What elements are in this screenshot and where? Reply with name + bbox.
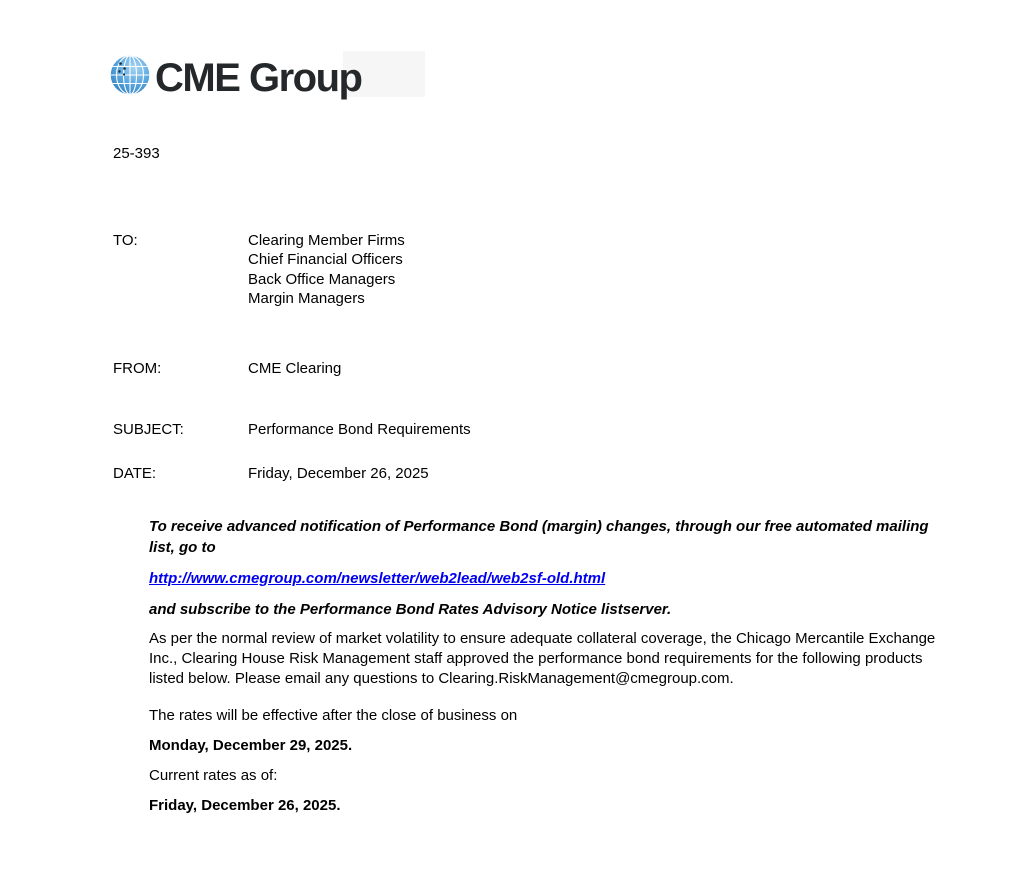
memo-value: Friday, December 26, 2025 (248, 465, 429, 482)
advisory-intro-paragraph: To receive advanced notification of Performance Bond (margin) changes, through our free automated mailing list, go to (149, 518, 929, 556)
memo-label-subject: SUBJECT: (113, 421, 184, 438)
memo-value: Back Office Managers (248, 270, 396, 288)
memo-row-date (113, 464, 429, 483)
memo-row-from (113, 359, 341, 378)
memo-label-to: TO: (113, 232, 138, 249)
memo-values-to (248, 231, 405, 308)
memo-label-date: DATE: (113, 465, 157, 482)
notice-number: 25-393 (113, 145, 160, 162)
memo-value: Chief Financial Officers (248, 251, 403, 269)
memo-row-to (113, 231, 405, 308)
effective-intro-line: The rates will be effective after the close of business on (149, 707, 518, 724)
memo-row-subject (113, 420, 471, 439)
memo-label-from: FROM: (113, 360, 162, 377)
memo-value: CME Clearing (248, 360, 342, 377)
current-rates-date-line: Friday, December 26, 2025. (149, 797, 341, 814)
globe-icon (110, 54, 150, 101)
advisory-outro-paragraph: and subscribe to the Performance Bond Rates Advisory Notice listserver. (149, 601, 672, 618)
memo-value: Clearing Member Firms (248, 232, 405, 249)
advisory-link-line (149, 569, 955, 589)
memo-value: Margin Managers (248, 289, 365, 307)
memo-values-from (248, 359, 341, 378)
memo-values-date (248, 464, 429, 483)
review-paragraph: As per the normal review of market volatility to ensure adequate collateral coverage, the Chicago Mercantile Exchange Inc., Clearing House Risk Management staff approved the performance bond requirements for the following products listed below. Please email any questions to Clearing.RiskManagement@cmegroup.com. (149, 630, 936, 687)
effective-date-line: Monday, December 29, 2025. (149, 737, 353, 754)
advisory-link[interactable]: http://www.cmegroup.com/newsletter/web2lead/web2sf-old.html (149, 570, 606, 587)
logo-wordmark: CME Group (155, 55, 362, 100)
memo-values-subject (248, 420, 471, 439)
current-rates-label-line: Current rates as of: (149, 767, 278, 784)
cme-group-logo (110, 54, 361, 101)
memo-value: Performance Bond Requirements (248, 421, 471, 438)
